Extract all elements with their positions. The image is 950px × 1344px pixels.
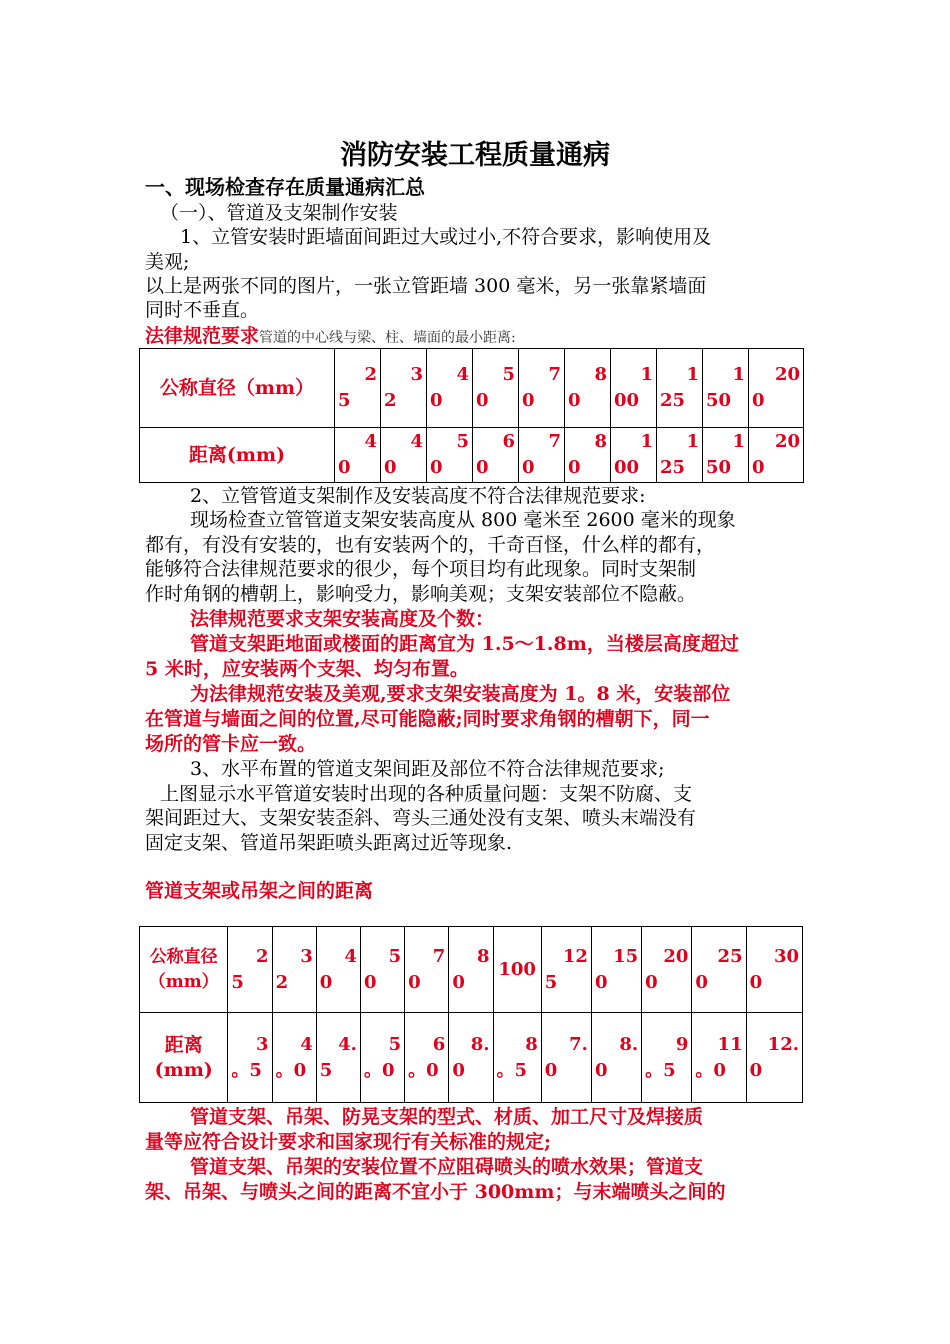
document-title: 消防安装工程质量通病	[340, 140, 610, 171]
table-cell: 4 0	[335, 428, 381, 483]
requirement-heading: 法律规范要求支架安装高度及个数：	[190, 608, 495, 630]
table-cell: 3 2	[381, 349, 427, 428]
table-cell: 2 5	[228, 927, 272, 1013]
table-row	[140, 349, 804, 428]
item2-line: 作时角钢的槽朝上，影响受力，影响美观；支架安装部位不隐蔽。	[145, 583, 697, 605]
table-cell: 1 00	[611, 428, 657, 483]
table-cell: 4. 5	[316, 1013, 360, 1103]
requirement-line: 量等应符合设计要求和国家现行有关标准的规定;	[145, 1131, 552, 1153]
requirement-line: 管道支架距地面或楼面的距离宜为 1.5～1.8m，当楼层高度超过	[190, 633, 739, 655]
table-cell: 4 。0	[272, 1013, 316, 1103]
requirement-line: 在管道与墙面之间的位置,尽可能隐蔽;同时要求角钢的槽朝下，同一	[145, 708, 710, 730]
table-cell: 5 0	[360, 927, 404, 1013]
table-row	[140, 927, 803, 1013]
requirement-line: 为法律规范安装及美观,要求支架安装高度为 1。8 米，安装部位	[190, 683, 731, 705]
table-cell: 12 5	[541, 927, 591, 1013]
table-row-header: 距离 (mm)	[140, 1013, 228, 1103]
table-cell: 9 。5	[642, 1013, 692, 1103]
table-cell: 6 0	[473, 428, 519, 483]
table-row	[140, 1013, 803, 1103]
table-row	[140, 428, 804, 483]
table2-caption: 管道支架或吊架之间的距离	[145, 880, 374, 902]
table-cell: 1 25	[657, 428, 703, 483]
item2-line: 现场检查立管管道支架安装高度从 800 毫米至 2600 毫米的现象	[190, 509, 736, 531]
item1-line: 1、立管安装时距墙面间距过大或过小,不符合要求，影响使用及	[180, 226, 712, 248]
table-cell: 12. 0	[746, 1013, 802, 1103]
table-cell: 4 0	[427, 349, 473, 428]
item1-line: 同时不垂直。	[145, 299, 260, 321]
table-cell: 5 0	[427, 428, 473, 483]
table-cell: 11 。0	[692, 1013, 746, 1103]
law-requirement-text: 管道的中心线与梁、柱、墙面的最小距离:	[259, 330, 516, 346]
table-cell: 1 00	[611, 349, 657, 428]
item3-line: 固定支架、管道吊架距喷头距离过近等现象.	[145, 832, 513, 854]
table-cell: 20 0	[642, 927, 692, 1013]
table-cell: 8 0	[565, 349, 611, 428]
table-cell: 6 。0	[405, 1013, 449, 1103]
table-cell: 1 50	[703, 428, 749, 483]
item3-line: 上图显示水平管道安装时出现的各种质量问题：支架不防腐、支	[160, 783, 693, 805]
item2-line: 都有，有没有安装的，也有安装两个的，千奇百怪，什么样的都有，	[145, 534, 716, 556]
table-cell: 7. 0	[541, 1013, 591, 1103]
law-requirement-label: 法律规范要求	[145, 325, 260, 347]
table-cell: 20 0	[749, 428, 804, 483]
table-cell: 3 2	[272, 927, 316, 1013]
table-cell: 3 。5	[228, 1013, 272, 1103]
requirement-line: 5 米时，应安装两个支架、均匀布置。	[145, 658, 469, 680]
table-cell: 4 0	[316, 927, 360, 1013]
table-cell: 100	[493, 927, 541, 1013]
table-cell: 2 5	[335, 349, 381, 428]
table-cell: 1 25	[657, 349, 703, 428]
subsection-heading: （一）、管道及支架制作安装	[160, 202, 398, 224]
table-row-header: 公称直径 （mm）	[140, 927, 228, 1013]
min-distance-table	[139, 348, 804, 483]
item2-line: 2、立管管道支架制作及安装高度不符合法律规范要求:	[190, 485, 646, 507]
table-cell: 8. 0	[449, 1013, 493, 1103]
table-cell: 15 0	[591, 927, 641, 1013]
table-cell: 20 0	[749, 349, 804, 428]
table-cell: 5 。0	[360, 1013, 404, 1103]
table-cell: 8 。5	[493, 1013, 541, 1103]
table-cell: 7 0	[519, 349, 565, 428]
table-cell: 5 0	[473, 349, 519, 428]
section-heading: 一、现场检查存在质量通病汇总	[145, 175, 425, 199]
requirement-line: 管道支架、吊架的安装位置不应阻碍喷头的喷水效果；管道支	[190, 1156, 704, 1178]
table-cell: 4 0	[381, 428, 427, 483]
table-cell: 8 0	[449, 927, 493, 1013]
table-cell: 25 0	[692, 927, 746, 1013]
requirement-line: 架、吊架、与喷头之间的距离不宜小于 300mm；与末端喷头之间的	[145, 1181, 726, 1203]
item1-line: 以上是两张不同的图片，一张立管距墙 300 毫米，另一张靠紧墙面	[145, 275, 707, 297]
support-spacing-table	[139, 926, 803, 1103]
table-cell: 7 0	[405, 927, 449, 1013]
item1-line: 美观;	[145, 251, 190, 273]
requirement-line: 管道支架、吊架、防晃支架的型式、材质、加工尺寸及焊接质	[190, 1106, 704, 1128]
table-cell: 8. 0	[591, 1013, 641, 1103]
table-cell: 8 0	[565, 428, 611, 483]
requirement-line: 场所的管卡应一致。	[145, 733, 317, 755]
law-requirement-line	[145, 324, 810, 351]
table-row-header: 距离(mm)	[140, 428, 335, 483]
item2-line: 能够符合法律规范要求的很少，每个项目均有此现象。同时支架制	[145, 558, 697, 580]
table-cell: 30 0	[746, 927, 802, 1013]
table-row-header: 公称直径（mm）	[140, 349, 335, 428]
table-cell: 1 50	[703, 349, 749, 428]
table-cell: 7 0	[519, 428, 565, 483]
item3-line: 架间距过大、支架安装歪斜、弯头三通处没有支架、喷头末端没有	[145, 807, 697, 829]
item3-line: 3、水平布置的管道支架间距及部位不符合法律规范要求;	[190, 758, 665, 780]
